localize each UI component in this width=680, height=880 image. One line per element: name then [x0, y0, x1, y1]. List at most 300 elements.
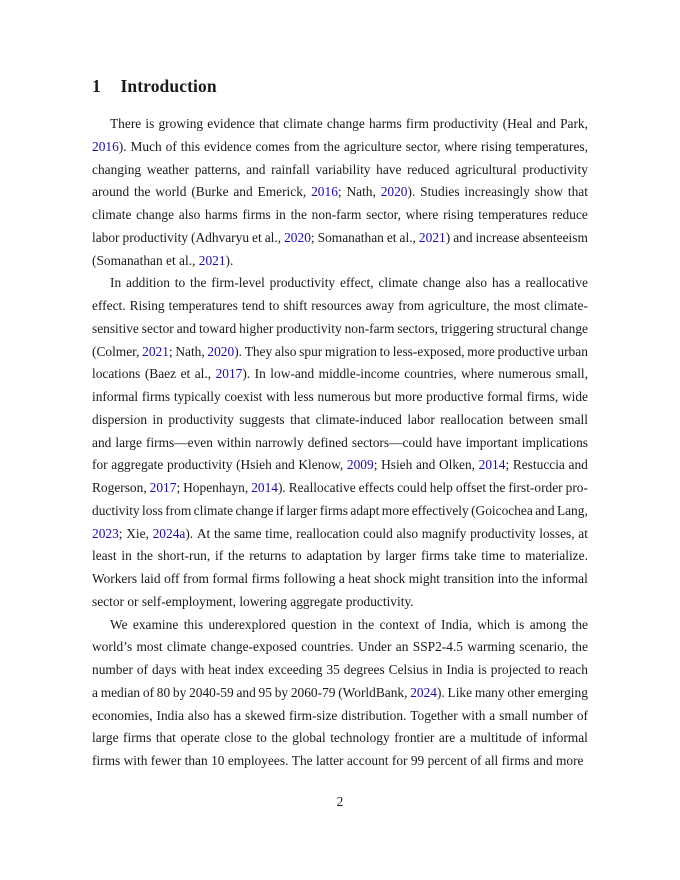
word: 2024). — [410, 684, 445, 700]
word: Celsius — [388, 662, 429, 677]
citation-link[interactable]: 2014 — [251, 480, 278, 495]
word: account — [346, 753, 389, 768]
word: and — [92, 434, 112, 450]
word: firms — [319, 502, 348, 518]
word: change — [422, 275, 461, 291]
word: 2060-79 — [290, 684, 336, 700]
word: 2020). — [207, 343, 242, 359]
text-line — [92, 568, 588, 591]
word: firms, — [526, 389, 559, 404]
word: climate — [193, 502, 234, 518]
word: rising — [443, 207, 474, 222]
word: India — [446, 662, 474, 677]
word: projected — [490, 662, 541, 677]
text-line — [92, 386, 588, 409]
word: for — [391, 753, 408, 768]
word: sectors—could — [351, 434, 433, 450]
word: suggests — [239, 411, 285, 427]
word: most — [513, 298, 540, 313]
word: close — [224, 730, 252, 746]
word: The — [291, 753, 313, 768]
word: (Colmer, — [92, 343, 140, 359]
word: effect. — [92, 298, 126, 313]
word: short-run, — [157, 548, 211, 564]
word: fewer — [150, 753, 182, 768]
citation-link[interactable]: 2016 — [92, 138, 119, 154]
word: 2014; — [478, 457, 510, 473]
citation-link[interactable]: 2024a — [152, 525, 186, 541]
word: the — [228, 548, 245, 564]
word: larger — [286, 502, 318, 518]
word: this — [180, 138, 201, 154]
word: (Somanathan — [92, 252, 163, 268]
word: Hopenhayn, — [183, 480, 249, 495]
word: urban — [557, 343, 588, 359]
word: temperatures — [168, 298, 238, 313]
word: of — [576, 707, 588, 723]
word: absenteeism — [522, 229, 588, 245]
word: first-order — [508, 480, 563, 495]
word: materialize. — [525, 548, 588, 564]
word: firm-size — [289, 707, 338, 723]
word: change — [235, 502, 274, 518]
text-line — [92, 318, 588, 341]
word: productive — [497, 343, 555, 359]
word: of — [470, 753, 482, 768]
word: and — [536, 116, 556, 131]
word: more — [467, 343, 495, 359]
word: India — [156, 707, 185, 723]
word: index — [234, 662, 265, 677]
word: productivity — [522, 161, 588, 177]
word: percent — [427, 753, 467, 768]
word: important — [465, 434, 518, 450]
word: pro- — [565, 480, 588, 495]
word: Studies — [420, 184, 460, 200]
word: Reallocative — [288, 480, 356, 495]
word: harms — [205, 207, 238, 222]
word: sector, — [405, 138, 441, 154]
word: global — [292, 730, 326, 746]
word: reach — [558, 662, 588, 677]
word: that — [290, 411, 311, 427]
word: following — [283, 571, 336, 586]
citation-link[interactable]: 2014 — [478, 457, 506, 473]
word: Klenow, — [298, 457, 344, 473]
word: firms — [251, 571, 280, 586]
word: 80 — [156, 684, 171, 700]
word: less — [293, 389, 314, 404]
word: reallocative — [525, 275, 588, 291]
word: firm — [405, 116, 429, 131]
word: of — [526, 730, 538, 746]
word: wide — [561, 389, 588, 404]
word: firms — [501, 753, 530, 768]
section-title: Introduction — [120, 76, 217, 96]
word: et — [386, 229, 397, 245]
word: Together — [410, 707, 458, 723]
word: change — [136, 207, 175, 222]
word: (Baez — [144, 366, 177, 382]
word: labor — [407, 411, 435, 427]
word: countries. — [301, 639, 354, 655]
word: Nath, — [175, 343, 205, 359]
word: underexplored — [208, 616, 286, 632]
word: Like — [447, 684, 473, 700]
word: Much — [130, 138, 162, 154]
word: the — [489, 480, 506, 495]
word: and — [568, 457, 588, 473]
word: formal — [212, 571, 249, 586]
word: comes — [255, 138, 290, 154]
word: climate — [166, 639, 207, 655]
word: lowering — [239, 593, 287, 609]
word: a — [92, 684, 98, 700]
text-line — [92, 227, 588, 250]
word: and — [453, 229, 473, 245]
word: which — [477, 616, 510, 632]
word: to — [544, 662, 555, 677]
citation-link[interactable]: 2023 — [92, 525, 119, 541]
word: India, — [440, 616, 472, 632]
text-line — [92, 159, 588, 182]
citation-link[interactable]: 2021 — [198, 252, 226, 268]
word: We — [110, 616, 128, 632]
word: multitude — [470, 730, 522, 746]
word: losses, — [539, 525, 575, 541]
word: typically — [173, 389, 221, 404]
word: (Goicochea — [471, 502, 533, 518]
word: economies, — [92, 707, 153, 723]
word: in — [121, 548, 132, 564]
word: the — [357, 616, 375, 632]
word: narrowly — [255, 434, 304, 450]
word: low-and — [270, 366, 315, 382]
word: reallocation — [296, 525, 360, 541]
word: the — [571, 639, 588, 655]
word: take — [454, 548, 477, 564]
word: et — [180, 366, 191, 382]
word: by — [172, 684, 187, 700]
word: a — [489, 707, 496, 723]
word: this — [183, 616, 204, 632]
word: also — [274, 343, 297, 359]
word: spur — [299, 343, 323, 359]
word: for — [92, 457, 108, 473]
word: harms — [368, 116, 402, 131]
word: 2016; — [311, 184, 342, 200]
text-line — [92, 432, 588, 455]
word: show — [534, 184, 563, 200]
word: from — [293, 138, 320, 154]
word: Rising — [129, 298, 165, 313]
word: change — [550, 320, 588, 336]
word: resources — [311, 298, 362, 313]
word: changing — [92, 161, 142, 177]
citation-link[interactable]: 2021 — [418, 229, 446, 245]
word: and — [275, 457, 295, 473]
word: time, — [265, 525, 293, 541]
word: the — [493, 298, 510, 313]
word: between — [508, 411, 554, 427]
word: informal — [541, 730, 588, 746]
word: the — [213, 525, 231, 541]
word: al., — [399, 229, 416, 245]
word: 2014). — [251, 480, 286, 495]
text-line — [92, 341, 588, 364]
word: to — [379, 343, 391, 359]
word: more — [394, 389, 423, 404]
word: from — [165, 502, 192, 518]
word: climate- — [544, 298, 588, 313]
word: triggering — [440, 320, 494, 336]
word: might — [408, 571, 441, 586]
word: help — [429, 480, 453, 495]
word: degrees — [343, 662, 385, 677]
word: small, — [555, 366, 588, 382]
word: a — [514, 275, 521, 291]
word: magnify — [421, 525, 467, 541]
word: labor — [92, 229, 120, 245]
word: adaptation — [306, 548, 363, 564]
word: of — [165, 138, 177, 154]
word: productivity — [269, 275, 336, 291]
word: of — [142, 684, 155, 700]
word: temperatures — [478, 207, 548, 222]
word: number — [92, 662, 133, 677]
word: 2040-59 — [189, 684, 234, 700]
word: Under — [357, 639, 392, 655]
word: at — [578, 525, 588, 541]
word: firms — [123, 730, 152, 746]
word: Restuccia — [512, 457, 565, 473]
word: than — [184, 753, 208, 768]
word: technology — [330, 730, 390, 746]
word: structural — [496, 320, 548, 336]
text-line — [92, 636, 588, 659]
word: employees. — [227, 753, 289, 768]
word: are — [438, 730, 456, 746]
text-line — [92, 682, 588, 705]
word: sector — [141, 320, 174, 336]
word: shift — [283, 298, 308, 313]
word: loss — [142, 502, 163, 518]
text-line — [92, 614, 588, 637]
word: context — [379, 616, 420, 632]
word: (WorldBank, — [338, 684, 408, 700]
text-line — [92, 523, 588, 546]
text-line — [92, 136, 588, 159]
citation-link[interactable]: 2009 — [346, 457, 374, 473]
text-line — [92, 705, 588, 728]
word: adapt — [350, 502, 380, 518]
word: around — [92, 184, 130, 200]
word: evidence — [203, 138, 252, 154]
word: with — [123, 753, 148, 768]
word: time — [481, 548, 506, 564]
word: sectors, — [397, 320, 438, 336]
text-line — [92, 659, 588, 682]
word: firms — [92, 753, 121, 768]
word: effect, — [340, 275, 374, 291]
word: numerous — [317, 389, 371, 404]
word: Workers — [92, 571, 138, 586]
word: in — [432, 662, 443, 677]
word: scenario, — [519, 639, 568, 655]
word: 2017; — [149, 480, 181, 495]
citation-link[interactable]: 2020 — [284, 229, 311, 245]
word: also — [396, 525, 419, 541]
word: into — [497, 571, 519, 586]
word: exceeding — [268, 662, 323, 677]
citation-link[interactable]: 2016 — [311, 184, 338, 200]
word: but — [374, 389, 392, 404]
word: sector — [92, 593, 124, 609]
word: 2020; — [284, 229, 315, 245]
word: aggregate — [290, 593, 343, 609]
word: the — [571, 616, 588, 632]
word: least — [92, 548, 117, 564]
word: in — [275, 207, 286, 222]
text-line — [92, 454, 588, 477]
word: implications — [521, 434, 588, 450]
word: within — [217, 434, 252, 450]
word: days — [151, 662, 177, 677]
body-text — [92, 113, 588, 773]
word: change-exposed — [210, 639, 297, 655]
word: offset — [455, 480, 487, 495]
word: frontier — [394, 730, 435, 746]
word: In — [254, 366, 266, 382]
word: growing — [158, 116, 204, 131]
word: (Adhvaryu — [191, 229, 250, 245]
word: question — [291, 616, 337, 632]
paragraph — [92, 614, 588, 773]
text-line — [92, 363, 588, 386]
word: also — [178, 207, 201, 222]
word: large — [92, 730, 119, 746]
citation-link[interactable]: 2020 — [380, 184, 408, 200]
word: latter — [315, 753, 344, 768]
citation-link[interactable]: 2020 — [207, 343, 235, 359]
word: from — [182, 571, 209, 586]
word: and — [176, 320, 197, 336]
word: shock — [374, 571, 406, 586]
word: the — [136, 548, 153, 564]
word: Nath, — [346, 184, 376, 200]
word: of — [136, 662, 149, 677]
word: rainfall — [271, 161, 310, 177]
word: in — [152, 411, 163, 427]
word: with — [461, 707, 486, 723]
word: 2021). — [198, 252, 234, 268]
word: evidence — [207, 116, 255, 131]
word: if — [215, 548, 224, 564]
word: number — [532, 707, 573, 723]
word: a — [235, 707, 242, 723]
word: small — [558, 411, 588, 427]
word: if — [275, 502, 284, 518]
text-line — [92, 113, 588, 136]
word: the — [271, 730, 288, 746]
word: 99 — [410, 753, 425, 768]
word: change — [326, 116, 365, 131]
word: (Heal — [502, 116, 533, 131]
section-number: 1 — [92, 76, 101, 96]
word: with — [266, 389, 290, 404]
word: returns — [249, 548, 287, 564]
word: warming — [467, 639, 515, 655]
word: Hsieh — [381, 457, 413, 473]
word: to — [256, 730, 267, 746]
word: with — [180, 662, 205, 677]
word: (Burke — [191, 184, 229, 200]
word: away — [365, 298, 395, 313]
word: climate — [283, 116, 323, 131]
citation-link[interactable]: 2017 — [149, 480, 177, 495]
word: agricultural — [455, 161, 517, 177]
word: a — [338, 571, 345, 586]
word: and — [233, 184, 253, 200]
word: to — [268, 298, 280, 313]
page-number: 2 — [336, 794, 344, 809]
text-line — [92, 272, 588, 295]
word: the — [134, 184, 151, 200]
word: the — [190, 275, 207, 291]
word: examine — [132, 616, 179, 632]
word: SSP2-4.5 — [412, 639, 463, 655]
word: firms—even — [146, 434, 213, 450]
word: et — [166, 252, 176, 268]
word: have — [376, 161, 402, 177]
word: increase — [475, 229, 520, 245]
word: numerous — [498, 366, 552, 382]
citation-link[interactable]: 2024 — [410, 684, 437, 700]
word: increasingly — [464, 184, 530, 200]
text-line — [92, 250, 588, 273]
word: informal — [92, 389, 139, 404]
word: There — [110, 116, 142, 131]
word: addition — [126, 275, 170, 291]
text-line — [92, 477, 588, 500]
word: effectively — [411, 502, 469, 518]
word: off — [164, 571, 180, 586]
word: that — [259, 116, 280, 131]
text-line — [92, 500, 588, 523]
word: 95 — [258, 684, 272, 700]
word: or — [127, 593, 139, 609]
citation-link[interactable]: 2017 — [215, 366, 243, 382]
word: productivity — [166, 457, 233, 473]
citation-link[interactable]: 2021 — [142, 343, 169, 359]
word: aggregate — [111, 457, 164, 473]
word: heat — [208, 662, 231, 677]
word: Rogerson, — [92, 480, 147, 495]
word: defined — [307, 434, 348, 450]
word: reallocation — [440, 411, 504, 427]
word: all — [484, 753, 499, 768]
word: that — [567, 184, 588, 200]
word: variability — [315, 161, 371, 177]
text-line — [92, 295, 588, 318]
word: Somanathan — [317, 229, 384, 245]
word: non-farm — [311, 207, 362, 222]
word: rising — [481, 138, 512, 154]
word: also — [465, 275, 488, 291]
word: has — [491, 275, 510, 291]
word: same — [234, 525, 262, 541]
word: agriculture — [343, 138, 402, 154]
